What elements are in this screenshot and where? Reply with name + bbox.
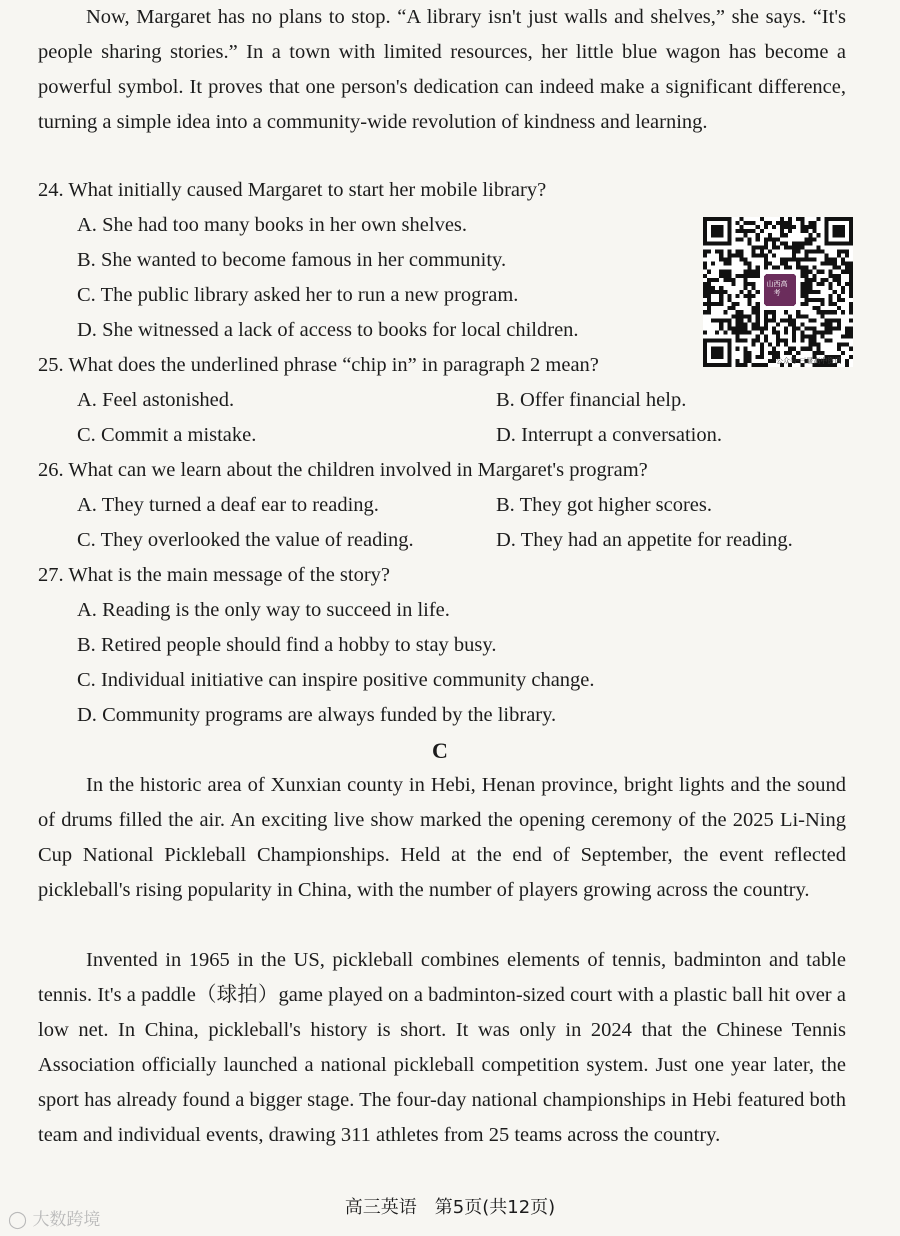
section-c-paragraph-2: Invented in 1965 in the US, pickleball combines elements of tennis, badminton and table tennis. It's a paddle（球拍）game played on a badminton-sized court with a plastic ball hit over a low net. In China, pickleball's history is short. It was only in 2024 that the Chinese Tennis Association officially launched a national pickleball competition system. Just one year later, the sport has already found a bigger stage. The four-day national championships in Hebi featured both team and individual events, drawing 311 athletes from 25 teams across the country. — [38, 949, 846, 1146]
watermark: ◯ 大数跨境 — [8, 1210, 101, 1230]
page-footer: 高三英语 第5页(共12页) — [344, 1197, 556, 1218]
question-text: What is the main message of the story? — [68, 564, 391, 586]
option-26a: A. They turned a deaf ear to reading. — [77, 494, 379, 516]
question-24 — [38, 173, 546, 208]
option-25c: C. Commit a mistake. — [77, 424, 257, 446]
option-25b: B. Offer financial help. — [496, 389, 687, 411]
option-24b: B. She wanted to become famous in her community. — [77, 249, 507, 271]
qr-logo-text: 山西高考 — [766, 280, 788, 297]
question-text: What can we learn about the children involved in Margaret's program? — [68, 459, 648, 481]
option-27d: D. Community programs are always funded by the library. — [77, 704, 557, 726]
section-c-paragraph-1: In the historic area of Xunxian county in Hebi, Henan province, bright lights and the sound of drums filled the air. An exciting live show marked the opening ceremony of the 2025 Li-Ning Cup National Pickleball Championships. Held at the end of September, the event reflected pickleball's rising popularity in China, with the number of players growing across the country. — [38, 774, 846, 901]
question-27 — [38, 558, 390, 593]
question-number: 26. — [38, 459, 64, 481]
question-text: What does the underlined phrase “chip in” in paragraph 2 mean? — [68, 354, 599, 376]
question-text: What initially caused Margaret to start her mobile library? — [68, 179, 547, 201]
option-24a: A. She had too many books in her own shelves. — [77, 214, 468, 236]
option-26c: C. They overlooked the value of reading. — [77, 529, 414, 551]
option-25a: A. Feel astonished. — [77, 389, 235, 411]
question-number: 25. — [38, 354, 64, 376]
question-number: 24. — [38, 179, 64, 201]
watermark-icon: ◯ — [8, 1210, 28, 1230]
option-26b: B. They got higher scores. — [496, 494, 712, 516]
option-27c: C. Individual initiative can inspire positive community change. — [77, 669, 595, 691]
qr-caption: 公众号·三晟高中资讯 — [776, 357, 842, 365]
option-26d: D. They had an appetite for reading. — [496, 529, 793, 551]
option-24d: D. She witnessed a lack of access to books for local children. — [77, 319, 579, 341]
option-24c: C. The public library asked her to run a new program. — [77, 284, 519, 306]
option-27a: A. Reading is the only way to succeed in life. — [77, 599, 450, 621]
question-25 — [38, 348, 599, 383]
section-c-heading: C — [432, 738, 448, 763]
option-25d: D. Interrupt a conversation. — [496, 424, 722, 446]
option-27b: B. Retired people should find a hobby to stay busy. — [77, 634, 497, 656]
passage-b-final-paragraph: Now, Margaret has no plans to stop. “A library isn't just walls and shelves,” she says. “It's people sharing stories.” In a town with limited resources, her little blue wagon has become a powerful symbol. It proves that one person's dedication can indeed make a significant difference, turning a simple idea into a community-wide revolution of kindness and learning. — [38, 6, 846, 133]
question-number: 27. — [38, 564, 64, 586]
question-26 — [38, 453, 648, 488]
